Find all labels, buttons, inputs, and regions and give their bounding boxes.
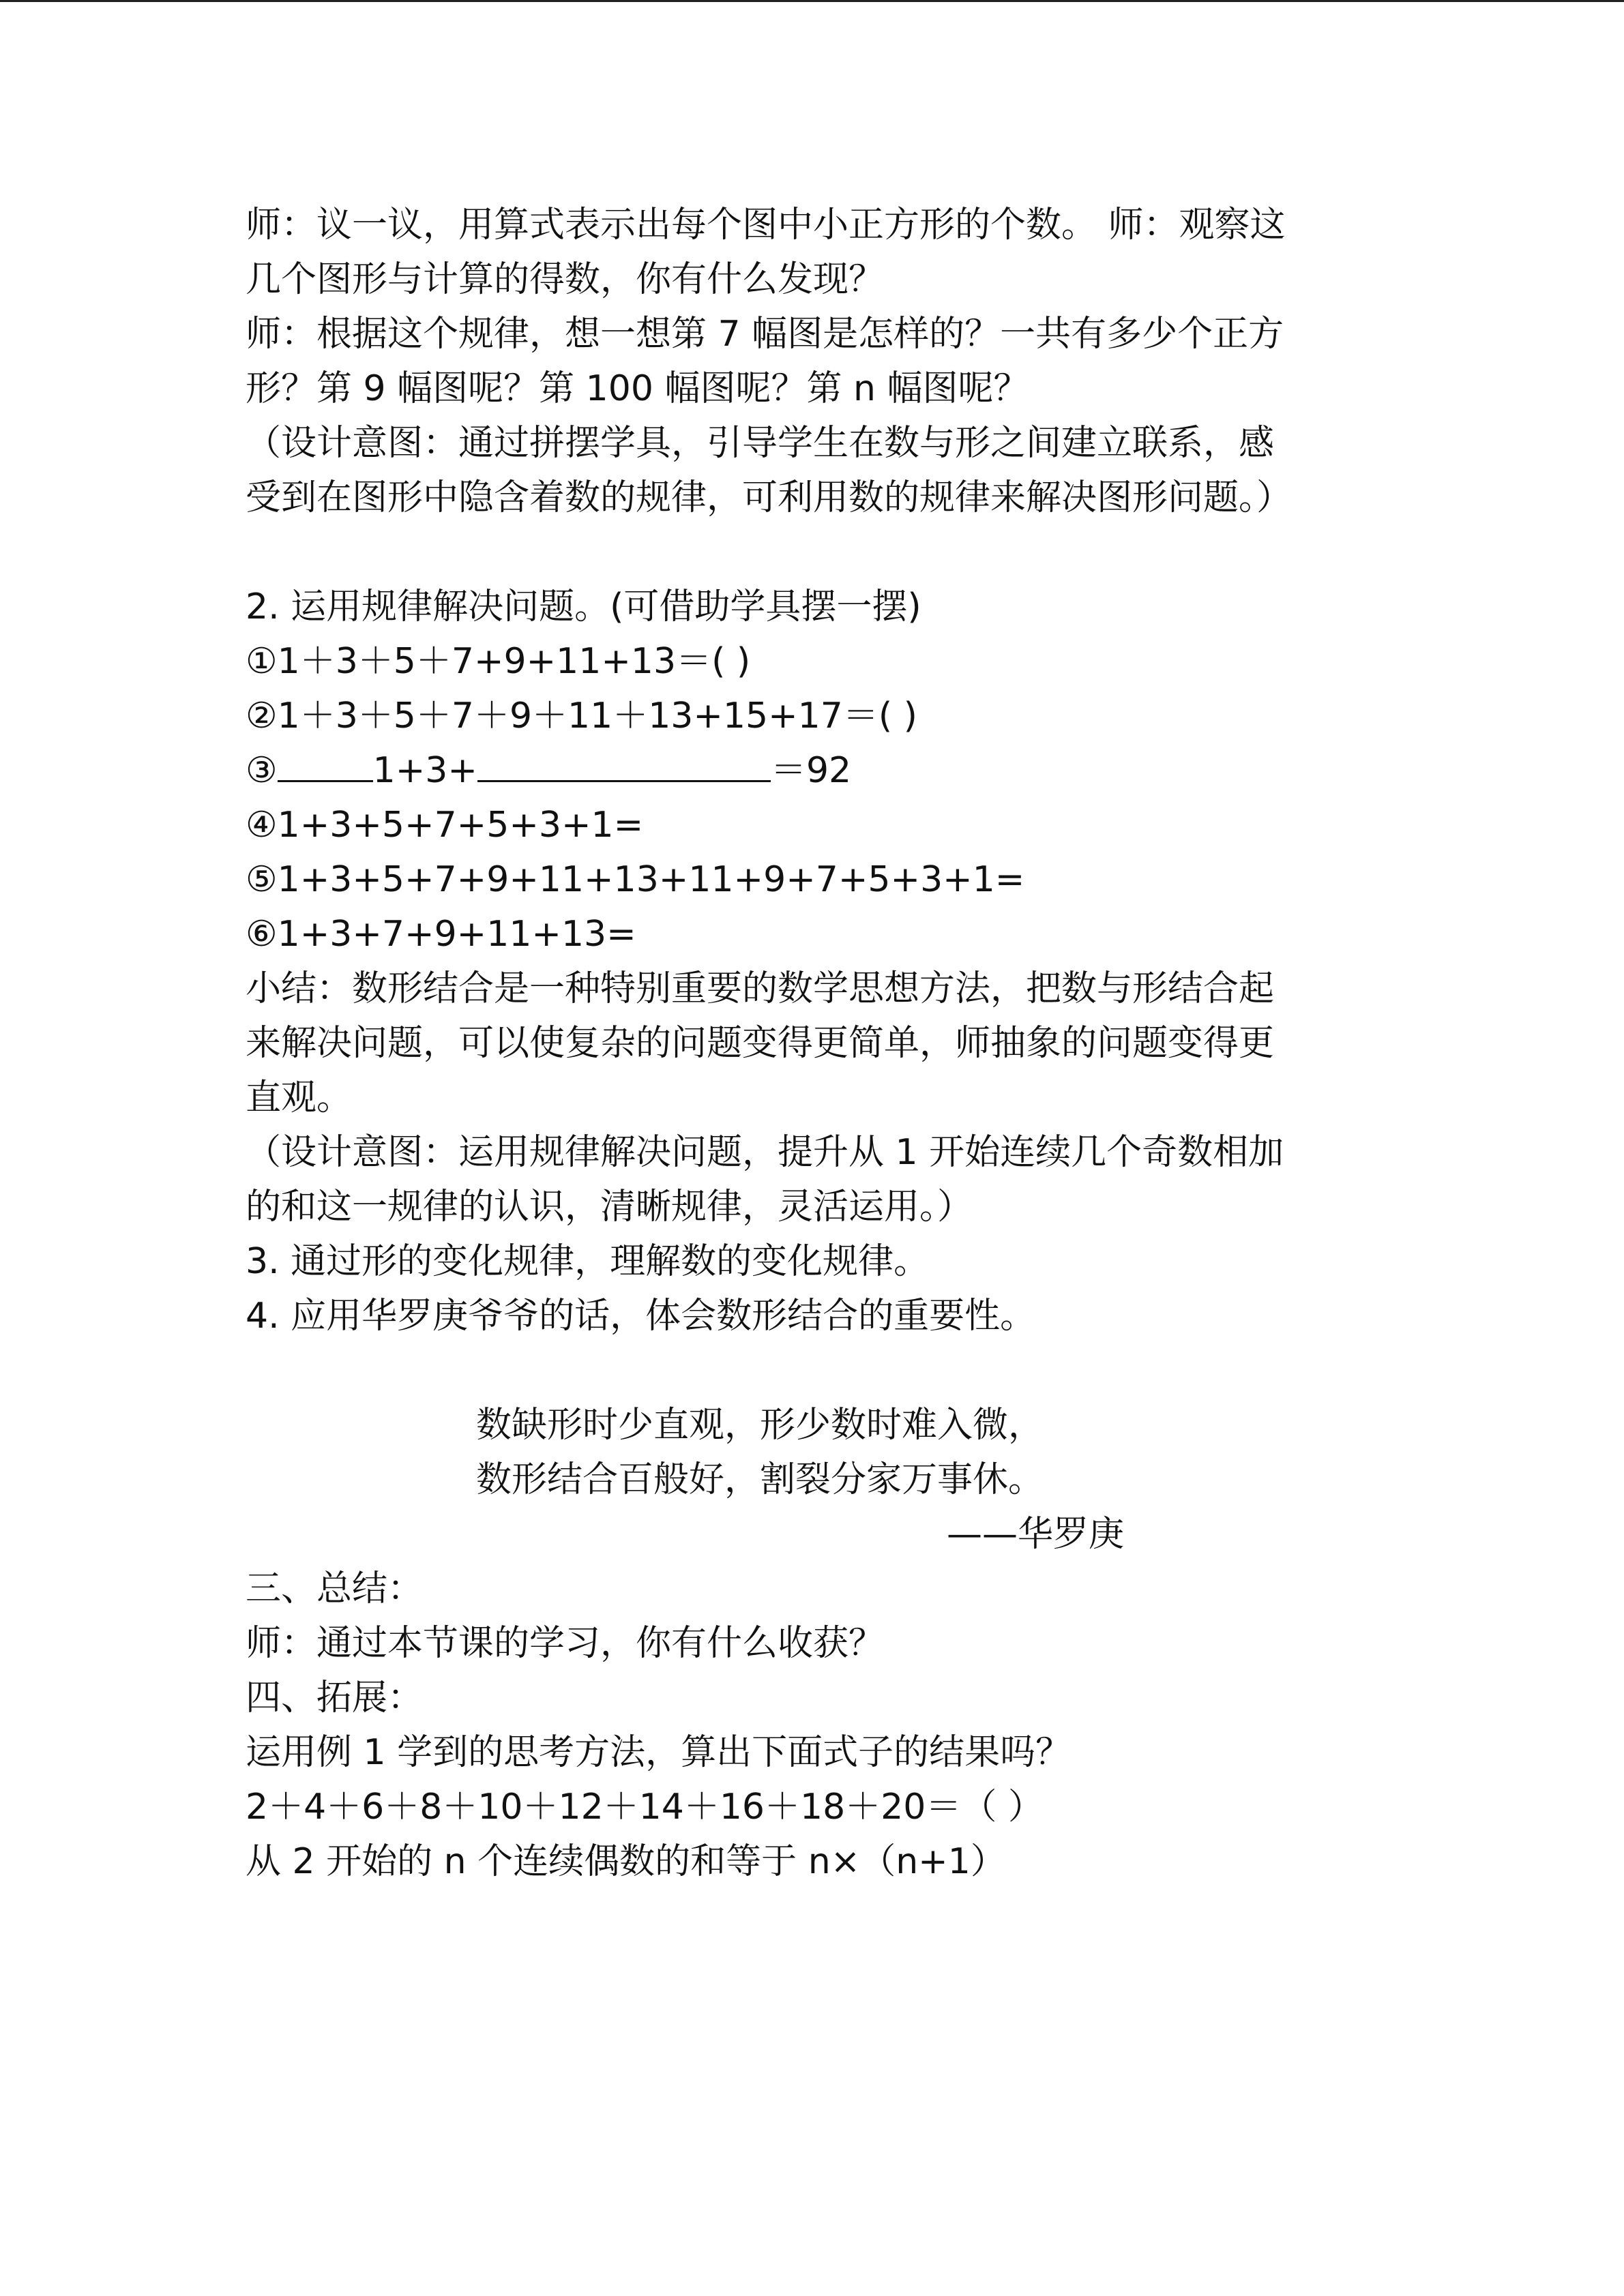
- exercise-5: ⑤1+3+5+7+9+11+13+11+9+7+5+3+1=: [246, 859, 1025, 900]
- exercise-3-result: ＝92: [770, 750, 852, 791]
- summary-line-2: 来解决问题，可以使复杂的问题变得更简单，师抽象的问题变得更: [246, 1023, 1275, 1064]
- extension-equation: 2＋4＋6＋8＋10＋12＋14＋16＋18＋20＝（ ）: [246, 1787, 1044, 1828]
- design-intent-2-line-2: 的和这一规律的认识，清晰规律，灵活运用。）: [246, 1187, 973, 1227]
- intro-line-4: 形？第 9 幅图呢？第 100 幅图呢？第 n 幅图呢？: [246, 368, 1029, 409]
- paragraph-gap: [246, 1343, 1378, 1398]
- step3-heading: 3. 通过形的变化规律，理解数的变化规律。: [246, 1241, 930, 1282]
- exercise-6: ⑥1+3+7+9+11+13=: [246, 914, 636, 955]
- design-intent-2-line-1: （设计意图：运用规律解决问题，提升从 1 开始连续几个奇数相加: [246, 1132, 1284, 1173]
- exercise-1: ①1＋3＋5＋7+9+11+13＝( ): [246, 641, 751, 682]
- poem-attribution: ——华罗庚: [947, 1514, 1125, 1555]
- summary-line-1: 小结：数形结合是一种特别重要的数学思想方法，把数与形结合起: [246, 968, 1275, 1009]
- exercise-3-blank-1: [278, 745, 373, 782]
- exercise-3-middle: 1+3+: [372, 750, 477, 791]
- section-4-heading: 四、拓展：: [246, 1678, 424, 1718]
- document-body: [246, 198, 1378, 1889]
- step2-heading: 2. 运用规律解决问题。(可借助学具摆一摆): [246, 586, 921, 627]
- poem-line-2: 数形结合百般好，割裂分家万事休。: [476, 1459, 1044, 1500]
- exercise-3-number: ③: [246, 750, 278, 791]
- intro-line-2: 几个图形与计算的得数，你有什么发现？: [246, 259, 885, 300]
- design-intent-line-1: （设计意图：通过拼摆学具，引导学生在数与形之间建立联系，感: [246, 423, 1275, 464]
- extension-prompt: 运用例 1 学到的思考方法，算出下面式子的结果吗？: [246, 1732, 1072, 1773]
- poem-line-1: 数缺形时少直观，形少数时难入微，: [476, 1405, 1044, 1446]
- summary-line-3: 直观。: [246, 1077, 353, 1118]
- exercise-3: [246, 743, 1378, 798]
- exercise-3-blank-2: [477, 745, 771, 782]
- extension-conclusion: 从 2 开始的 n 个连续偶数的和等于 n×（n+1）: [246, 1841, 1006, 1882]
- page-top-border: [0, 0, 1624, 2]
- section-3-question: 师：通过本节课的学习，你有什么收获？: [246, 1623, 885, 1664]
- step4-heading: 4. 应用华罗庚爷爷的话，体会数形结合的重要性。: [246, 1296, 1036, 1337]
- exercise-4: ④1+3+5+7+5+3+1=: [246, 805, 644, 846]
- intro-line-3: 师：根据这个规律，想一想第 7 幅图是怎样的？一共有多少个正方: [246, 314, 1284, 355]
- section-3-heading: 三、总结：: [246, 1568, 424, 1609]
- paragraph-gap: [246, 525, 1378, 580]
- design-intent-line-2: 受到在图形中隐含着数的规律，可利用数的规律来解决图形问题。）: [246, 477, 1293, 518]
- exercise-2: ②1＋3＋5＋7＋9＋11＋13+15+17＝( ): [246, 696, 917, 736]
- intro-line-1: 师：议一议，用算式表示出每个图中小正方形的个数。 师：观察这: [246, 205, 1286, 245]
